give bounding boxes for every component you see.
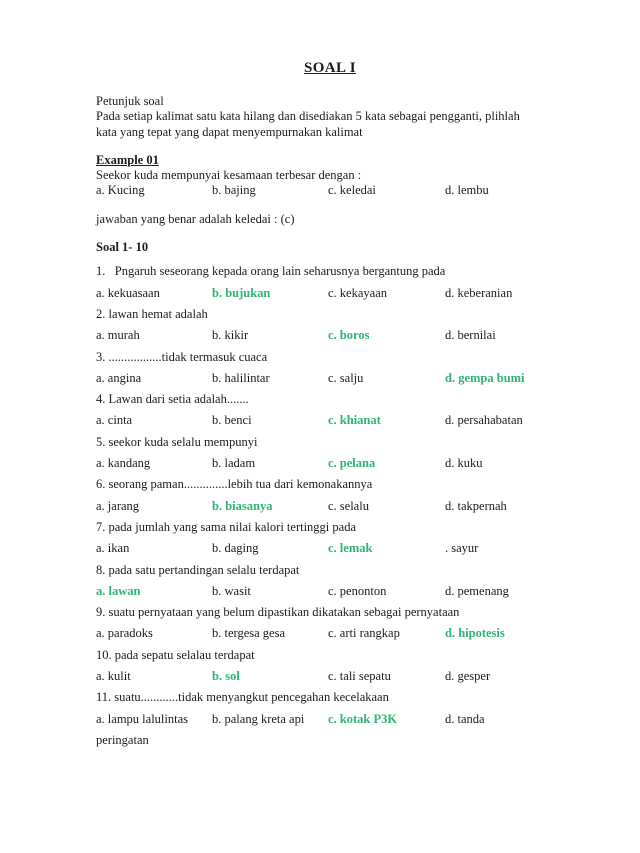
question-options [96, 325, 564, 346]
option: b. palang kreta api [212, 711, 305, 726]
question-block [96, 645, 564, 688]
option: d. pemenang [445, 583, 509, 598]
option: a. jarang [96, 498, 140, 513]
option-answer-highlighted: c. pelana [328, 456, 376, 471]
instructions-line-2: kata yang tepat yang dapat menyempurnakan kalimat [96, 124, 363, 139]
option: a. angina [96, 370, 142, 385]
question-options [96, 368, 564, 389]
example-question: Seekor kuda mempunyai kesamaan terbesar dengan : [96, 168, 362, 183]
option-answer-highlighted: c. boros [328, 328, 370, 343]
option-answer-highlighted: b. biasanya [212, 498, 273, 513]
option: a. cinta [96, 413, 133, 428]
question-list [96, 261, 564, 751]
option: b. daging [212, 541, 259, 556]
option: c. salju [328, 370, 364, 385]
example-options [96, 183, 564, 198]
question-text: 10. pada sepatu selalau terdapat [96, 647, 255, 662]
option: b. ladam [212, 456, 256, 471]
question-text: 2. lawan hemat adalah [96, 306, 208, 321]
option-answer-highlighted: d. gempa bumi [445, 370, 525, 385]
question-block [96, 560, 564, 603]
option: a. kandang [96, 456, 151, 471]
question-text: 4. Lawan dari setia adalah....... [96, 392, 249, 407]
option: a. kekuasaan [96, 285, 160, 300]
instructions [96, 94, 564, 140]
option: b. benci [212, 413, 252, 428]
option: a. ikan [96, 541, 130, 556]
option: c. selalu [328, 498, 369, 513]
question-text: 8. pada satu pertandingan selalu terdapat [96, 562, 300, 577]
option: d. gesper [445, 669, 491, 684]
question-block [96, 347, 564, 390]
option-answer-highlighted: b. bujukan [212, 285, 271, 300]
option: a. lampu lalulintas [96, 711, 188, 726]
question-options [96, 623, 564, 644]
question-block [96, 517, 564, 560]
option: d. bernilai [445, 328, 496, 343]
question-block [96, 304, 564, 347]
example-option: b. bajing [212, 183, 256, 198]
question-options [96, 283, 564, 304]
question-text: 1. Pngaruh seseorang kepada orang lain seharusnya bergantung pada [96, 264, 446, 279]
option: a. murah [96, 328, 140, 343]
question-options [96, 666, 564, 687]
question-text: 7. pada jumlah yang sama nilai kalori tertinggi pada [96, 519, 356, 534]
question-options [96, 709, 564, 730]
option: d. persahabatan [445, 413, 523, 428]
option-answer-highlighted: c. lemak [328, 541, 373, 556]
option: c. kekayaan [328, 285, 387, 300]
example-option: a. Kucing [96, 183, 145, 198]
example-heading: Example 01 [96, 152, 159, 167]
question-block [96, 602, 564, 645]
option: a. paradoks [96, 626, 153, 641]
example-option: c. keledai [328, 183, 376, 198]
question-options [96, 453, 564, 474]
option: c. arti rangkap [328, 626, 400, 641]
option: b. wasit [212, 583, 251, 598]
question-block [96, 432, 564, 475]
option: b. kikir [212, 328, 249, 343]
question-options [96, 538, 564, 559]
document-content [96, 0, 564, 751]
option: b. tergesa gesa [212, 626, 286, 641]
question-text: 6. seorang paman..............lebih tua dari kemonakannya [96, 477, 373, 492]
page-title: SOAL I [303, 60, 356, 76]
question-options [96, 581, 564, 602]
option-answer-highlighted: b. sol [212, 669, 240, 684]
option: d. kuku [445, 456, 483, 471]
option-answer-highlighted: c. kotak P3K [328, 711, 398, 726]
instructions-line-1: Pada setiap kalimat satu kata hilang dan disediakan 5 kata sebagai pengganti, plihlah [96, 109, 520, 124]
option: c. penonton [328, 583, 387, 598]
question-options [96, 496, 564, 517]
question-block [96, 389, 564, 432]
question-block [96, 474, 564, 517]
instructions-label: Petunjuk soal [96, 94, 164, 108]
option: d. keberanian [445, 285, 513, 300]
question-options [96, 410, 564, 431]
option: c. tali sepatu [328, 669, 391, 684]
option: d. tanda [445, 711, 485, 726]
question-text: 11. suatu............tidak menyangkut pencegahan kecelakaan [96, 690, 389, 705]
option-answer-highlighted: c. khianat [328, 413, 381, 428]
question-block [96, 261, 564, 304]
option-answer-highlighted: a. lawan [96, 583, 141, 598]
question-continuation: peringatan [96, 732, 149, 747]
example-option: d. lembu [445, 183, 489, 198]
option: d. takpernah [445, 498, 507, 513]
option: a. kulit [96, 669, 131, 684]
question-text: 9. suatu pernyataan yang belum dipastikan dikatakan sebagai pernyataan [96, 605, 460, 620]
question-text: 5. seekor kuda selalu mempunyi [96, 434, 258, 449]
option: b. halilintar [212, 370, 270, 385]
question-text: 3. .................tidak termasuk cuaca [96, 349, 268, 364]
option: . sayur [445, 541, 479, 556]
option-answer-highlighted: d. hipotesis [445, 626, 505, 641]
question-block [96, 687, 564, 751]
section-heading: Soal 1- 10 [96, 240, 149, 255]
example-answer-note: jawaban yang benar adalah keledai : (c) [96, 211, 295, 226]
